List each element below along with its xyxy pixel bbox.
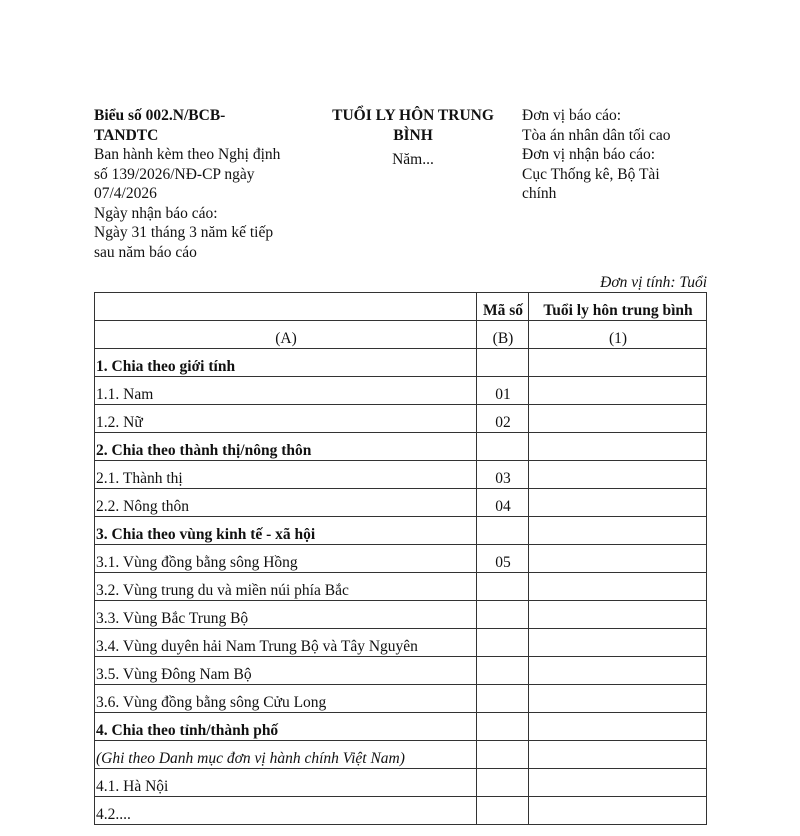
- table-header-row: [95, 293, 707, 321]
- row-label: 3.6. Vùng đồng bằng sông Cửu Long: [95, 685, 477, 713]
- row-code: 02: [477, 405, 529, 433]
- row-code: 03: [477, 461, 529, 489]
- row-label: 2.1. Thành thị: [95, 461, 477, 489]
- table-row: [95, 573, 707, 601]
- row-label: 1.2. Nữ: [95, 405, 477, 433]
- reporting-line-3: Đơn vị nhận báo cáo:: [522, 146, 656, 163]
- reporting-line-4: Cục Thống kê, Bộ Tài: [522, 165, 660, 183]
- table-row: [95, 769, 707, 797]
- reporting-line-1: Đơn vị báo cáo:: [522, 107, 622, 124]
- row-code: [477, 713, 529, 741]
- row-value: [529, 573, 707, 601]
- reporting-line-5: chính: [522, 185, 557, 202]
- row-code: 05: [477, 545, 529, 573]
- header-col-code: Mã số: [477, 293, 529, 321]
- issued-line-1: Ban hành kèm theo Nghị định: [94, 146, 281, 163]
- form-code-line2: TANDTC: [94, 126, 159, 144]
- row-code: [477, 657, 529, 685]
- receipt-line-2: Ngày 31 tháng 3 năm kế tiếp: [94, 224, 274, 241]
- report-year: Năm...: [392, 151, 434, 168]
- table-row: [95, 629, 707, 657]
- row-label: 3.4. Vùng duyên hải Nam Trung Bộ và Tây Nguyên: [95, 629, 477, 657]
- row-label: 3.3. Vùng Bắc Trung Bộ: [95, 601, 477, 629]
- table-row: [95, 545, 707, 573]
- table-row: [95, 713, 707, 741]
- unit-label: Đơn vị tính: Tuổi: [600, 274, 707, 291]
- row-label: 2.2. Nông thôn: [95, 489, 477, 517]
- row-value: [529, 601, 707, 629]
- table-row: [95, 377, 707, 405]
- row-value: [529, 349, 707, 377]
- row-code: [477, 797, 529, 825]
- row-code: [477, 349, 529, 377]
- header-col-average-age: Tuổi ly hôn trung bình: [529, 293, 707, 321]
- row-value: [529, 657, 707, 685]
- report-table: [94, 292, 707, 825]
- row-value: [529, 433, 707, 461]
- row-value: [529, 797, 707, 825]
- row-code: [477, 573, 529, 601]
- row-value: [529, 685, 707, 713]
- row-code: [477, 741, 529, 769]
- row-label: (Ghi theo Danh mục đơn vị hành chính Việt Nam): [95, 741, 477, 769]
- subheader-col-a: (A): [95, 321, 477, 349]
- issued-line-3: 07/4/2026: [94, 185, 157, 202]
- subheader-col-1: (1): [529, 321, 707, 349]
- report-title-block: [318, 106, 508, 170]
- header-col-a: [95, 293, 477, 321]
- table-row: [95, 741, 707, 769]
- row-label: 1. Chia theo giới tính: [95, 349, 477, 377]
- reporting-line-2: Tòa án nhân dân tối cao: [522, 126, 671, 144]
- row-label: 2. Chia theo thành thị/nông thôn: [95, 433, 477, 461]
- reporting-unit-block: [522, 106, 732, 204]
- issued-line-2: số 139/2026/NĐ-CP ngày: [94, 165, 255, 183]
- row-label: 4.2....: [95, 797, 477, 825]
- report-title-line1: TUỔI LY HÔN TRUNG: [332, 107, 494, 124]
- row-label: 4. Chia theo tỉnh/thành phố: [95, 713, 477, 741]
- table-row: [95, 461, 707, 489]
- row-value: [529, 461, 707, 489]
- row-value: [529, 517, 707, 545]
- row-code: 01: [477, 377, 529, 405]
- row-code: [477, 433, 529, 461]
- row-value: [529, 489, 707, 517]
- table-row: [95, 489, 707, 517]
- row-code: [477, 601, 529, 629]
- table-row: [95, 349, 707, 377]
- row-label: 3.1. Vùng đồng bằng sông Hồng: [95, 545, 477, 573]
- row-label: 3.5. Vùng Đông Nam Bộ: [95, 657, 477, 685]
- subheader-col-b: (B): [477, 321, 529, 349]
- row-value: [529, 769, 707, 797]
- row-code: [477, 629, 529, 657]
- row-label: 1.1. Nam: [95, 377, 477, 405]
- row-code: [477, 769, 529, 797]
- row-value: [529, 741, 707, 769]
- row-label: 3. Chia theo vùng kinh tế - xã hội: [95, 517, 477, 545]
- row-label: 4.1. Hà Nội: [95, 769, 477, 797]
- receipt-line-3: sau năm báo cáo: [94, 243, 197, 261]
- table-row: [95, 433, 707, 461]
- row-value: [529, 377, 707, 405]
- table-row: [95, 657, 707, 685]
- table-row: [95, 797, 707, 825]
- report-title-line2: BÌNH: [393, 126, 433, 144]
- row-code: 04: [477, 489, 529, 517]
- row-value: [529, 405, 707, 433]
- row-code: [477, 517, 529, 545]
- receipt-line-1: Ngày nhận báo cáo:: [94, 204, 218, 222]
- report-table-body: [95, 293, 707, 825]
- table-row: [95, 685, 707, 713]
- row-value: [529, 713, 707, 741]
- row-value: [529, 545, 707, 573]
- table-row: [95, 601, 707, 629]
- table-subheader-row: [95, 321, 707, 349]
- form-code-line1: Biểu số 002.N/BCB-: [94, 107, 226, 124]
- row-code: [477, 685, 529, 713]
- table-row: [95, 405, 707, 433]
- row-label: 3.2. Vùng trung du và miền núi phía Bắc: [95, 573, 477, 601]
- row-value: [529, 629, 707, 657]
- table-row: [95, 517, 707, 545]
- form-info-block: [94, 106, 309, 262]
